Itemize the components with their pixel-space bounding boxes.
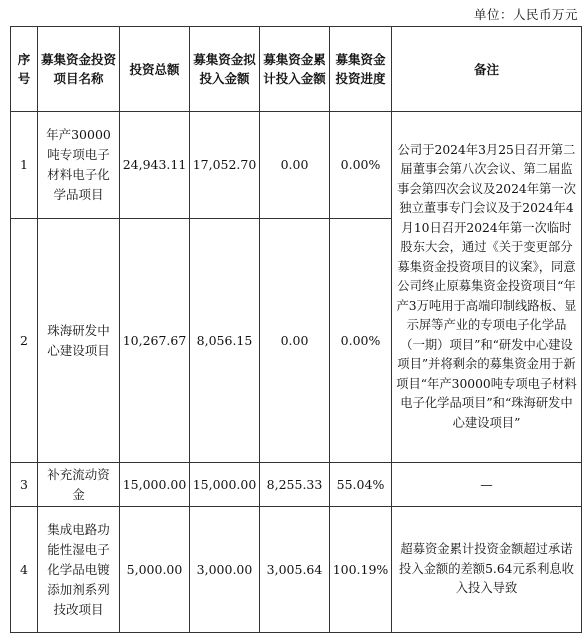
table-row (11, 507, 582, 633)
table-row (11, 463, 582, 507)
row-seq: 4 (11, 507, 38, 633)
row-total: 5,000.00 (120, 507, 190, 633)
row-planned: 15,000.00 (190, 463, 260, 507)
row-project: 珠海研发中心建设项目 (38, 219, 120, 463)
row-progress: 100.19% (330, 507, 392, 633)
merged-remark: 公司于2024年3月25日召开第二届董事会第八次会议、第二届监事会第四次会议及2024年第一次独立董事专门会议及于2024年4月10日召开2024年第一次临时股东大会，通过《关于变更部分募集资金投资项目的议案》，同意公司终止原募集资金投资项目“年产3万吨用于高端印制线路板、显示屏等产业的专项电子化学品（一期）项目”和“研发中心建设项目”并将剩余的募集资金用于新项目“年产30000吨专项电子材料电子化学品项目”和“珠海研发中心建设项目” (392, 112, 582, 463)
row-seq: 3 (11, 463, 38, 507)
row-project: 补充流动资金 (38, 463, 120, 507)
row-progress: 0.00% (330, 219, 392, 463)
header-seq: 序号 (11, 27, 38, 112)
row-cumulative: 0.00 (260, 219, 330, 463)
row-planned: 8,056.15 (190, 219, 260, 463)
row-progress: 55.04% (330, 463, 392, 507)
row-project: 年产30000吨专项电子材料电子化学品项目 (38, 112, 120, 219)
header-total: 投资总额 (120, 27, 190, 112)
fund-usage-table (10, 26, 582, 633)
row-seq: 1 (11, 112, 38, 219)
row-remark: — (392, 463, 582, 507)
row-project: 集成电路功能性湿电子化学品电镀添加剂系列技改项目 (38, 507, 120, 633)
row-remark: 超募资金累计投资金额超过承诺投入金额的差额5.64元系利息收入投入导致 (392, 507, 582, 633)
row-planned: 17,052.70 (190, 112, 260, 219)
header-cumulative: 募集资金累计投入金额 (260, 27, 330, 112)
row-seq: 2 (11, 219, 38, 463)
table-header-row (11, 27, 582, 112)
row-total: 24,943.11 (120, 112, 190, 219)
row-cumulative: 3,005.64 (260, 507, 330, 633)
header-project: 募集资金投资项目名称 (38, 27, 120, 112)
row-total: 10,267.67 (120, 219, 190, 463)
header-planned: 募集资金拟投入金额 (190, 27, 260, 112)
row-planned: 3,000.00 (190, 507, 260, 633)
row-progress: 0.00% (330, 112, 392, 219)
header-remark: 备注 (392, 27, 582, 112)
header-progress: 募集资金投资进度 (330, 27, 392, 112)
row-cumulative: 0.00 (260, 112, 330, 219)
row-total: 15,000.00 (120, 463, 190, 507)
unit-label: 单位：人民币万元 (473, 7, 578, 22)
table-row (11, 112, 582, 219)
row-cumulative: 8,255.33 (260, 463, 330, 507)
